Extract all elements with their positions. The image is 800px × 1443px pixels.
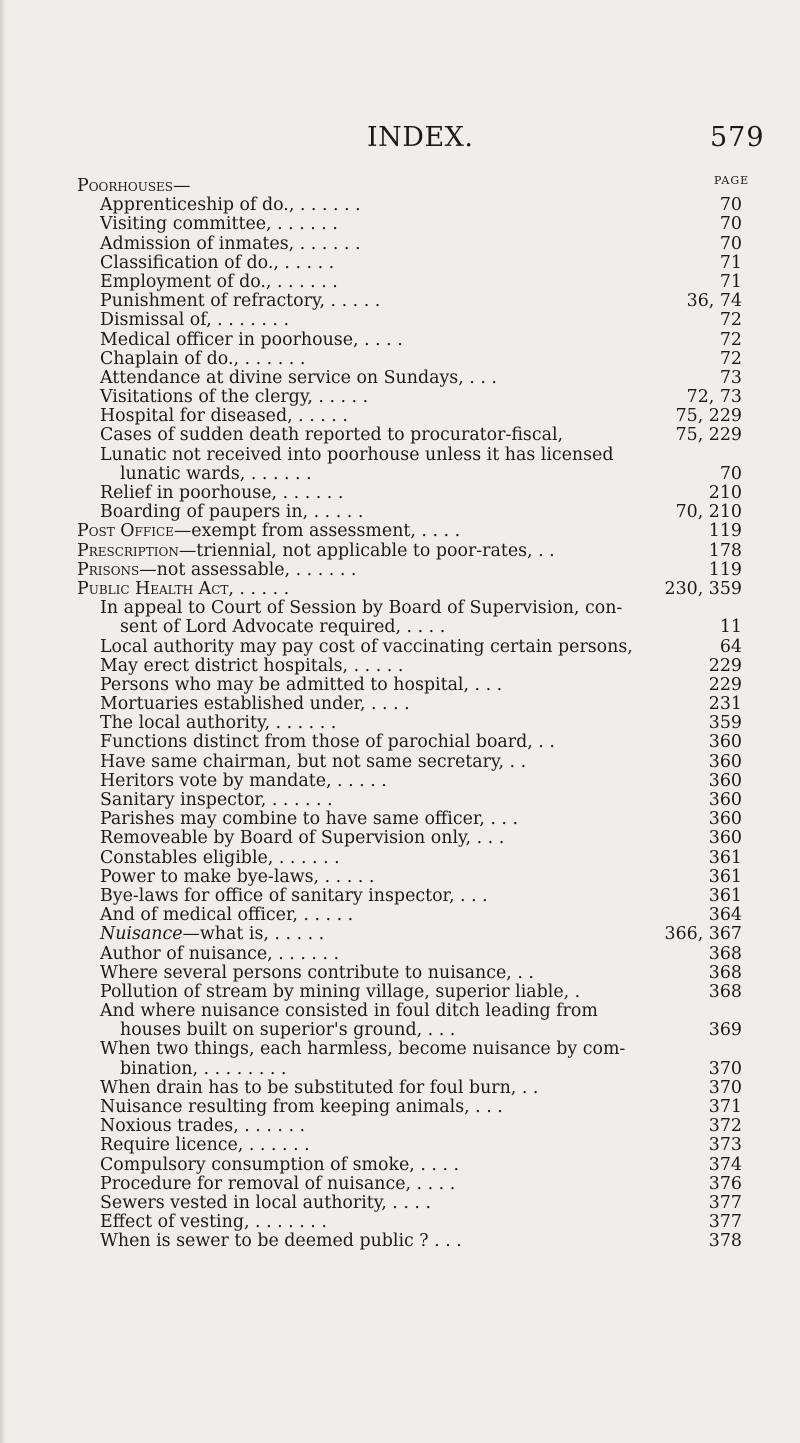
index-entry <box>0 964 800 983</box>
index-entry <box>0 1002 800 1021</box>
index-entry-text <box>100 695 410 714</box>
index-entry-page: 70 <box>719 214 742 235</box>
index-entry-text <box>100 311 289 330</box>
index-entry-text <box>100 887 488 906</box>
index-entry-page: 210 <box>708 483 742 503</box>
index-entry-label: May erect district hospitals, . . . . . <box>100 655 404 676</box>
index-entry-label: —not assessable, . . . . . . <box>139 559 357 580</box>
index-entry-text <box>120 1060 286 1079</box>
index-entry-text <box>100 196 361 215</box>
index-entry <box>0 1175 800 1194</box>
index-entry-text <box>100 369 497 388</box>
index-entry <box>0 1194 800 1213</box>
index-entry <box>0 1213 800 1232</box>
index-entry-label: And of medical officer, . . . . . <box>100 905 354 926</box>
index-entry <box>0 810 800 829</box>
index-entry-text <box>77 580 289 599</box>
index-entry <box>0 273 800 292</box>
index-entry <box>0 426 800 445</box>
index-entry-label: Constables eligible, . . . . . . <box>100 847 340 868</box>
index-entry-page: 229 <box>708 674 742 695</box>
index-entry-page: 72 <box>719 348 742 369</box>
index-entry-heading: Prisons <box>77 559 140 580</box>
index-entry-label: Require licence, . . . . . . <box>100 1135 310 1156</box>
index-entry <box>0 829 800 848</box>
index-entry-label: Relief in poorhouse, . . . . . . <box>100 483 344 503</box>
index-entry-page: 72, 73 <box>686 387 742 408</box>
index-entry-page: 360 <box>708 770 742 791</box>
index-entry-label: Pollution of stream by mining village, superior liable, . <box>100 981 581 1002</box>
index-entry-page: 119 <box>708 521 742 542</box>
index-entry-label: Classification of do., . . . . . <box>100 252 335 273</box>
index-entry-label: Noxious trades, . . . . . . <box>100 1116 306 1137</box>
index-entry-text <box>100 753 526 772</box>
index-entry <box>0 331 800 350</box>
index-entry-label: Boarding of paupers in, . . . . . <box>100 502 364 523</box>
index-entry-heading: Nuisance <box>100 924 183 945</box>
index-entry-label: Procedure for removal of nuisance, . . . . <box>100 1173 456 1194</box>
index-entry-text <box>100 638 633 657</box>
index-entry-text <box>100 254 334 273</box>
index-entry-page: 368 <box>708 981 742 1002</box>
index-entry-label: —exempt from assessment, . . . . <box>173 521 461 542</box>
index-entry-page: 70 <box>719 463 742 484</box>
index-entry-text <box>100 426 563 445</box>
index-entry-text <box>100 446 613 465</box>
index-entry-text <box>100 657 403 676</box>
index-entry-label: In appeal to Court of Session by Board of Supervision, con- <box>100 598 623 619</box>
index-entry <box>0 849 800 868</box>
index-entry <box>0 772 800 791</box>
index-entry-page: 373 <box>708 1135 742 1156</box>
index-entry-label: When drain has to be substituted for foul burn, . . <box>100 1077 539 1098</box>
index-entry-text <box>100 503 363 522</box>
index-entry <box>0 1098 800 1117</box>
index-entry-text <box>100 407 348 426</box>
index-entry-label: Hospital for diseased, . . . . . <box>100 406 348 427</box>
index-entry-text <box>100 292 380 311</box>
index-entry-text <box>77 177 190 196</box>
index-entry-page: 376 <box>708 1173 742 1194</box>
index-entry-page: 229 <box>708 655 742 676</box>
index-entry-page: 369 <box>708 1020 742 1041</box>
index-entry-label: bination, . . . . . . . . <box>120 1058 287 1079</box>
index-entry <box>0 983 800 1002</box>
index-entry-label: Lunatic not received into poorhouse unless it has licensed <box>100 444 614 465</box>
index-entry <box>0 503 800 522</box>
index-entry <box>0 1021 800 1040</box>
index-entry-page: 75, 229 <box>675 425 742 446</box>
index-entry-label: Have same chairman, but not same secretary, . . <box>100 751 527 772</box>
index-entry-page: 64 <box>719 636 742 657</box>
index-entry-text <box>100 714 336 733</box>
index-entry-label: Employment of do., . . . . . . <box>100 271 338 292</box>
index-entry <box>0 484 800 503</box>
page-number: 579 <box>710 122 765 153</box>
index-entry <box>0 465 800 484</box>
index-entry-page: 70 <box>719 233 742 254</box>
index-entry <box>0 1232 800 1251</box>
index-entries <box>0 177 800 1252</box>
index-entry <box>0 446 800 465</box>
index-entry-text <box>100 1136 310 1155</box>
index-entry <box>0 1136 800 1155</box>
index-entry <box>0 618 800 637</box>
index-entry-text <box>100 983 580 1002</box>
index-entry <box>0 350 800 369</box>
index-entry-text <box>100 215 338 234</box>
index-entry-text <box>100 849 340 868</box>
index-entry-page: 361 <box>708 866 742 887</box>
index-entry <box>0 638 800 657</box>
index-entry-heading: Public Health Act <box>77 578 229 599</box>
index-entry-text <box>100 1175 455 1194</box>
index-entry-label: And where nuisance consisted in foul ditch leading from <box>100 1001 598 1022</box>
index-entry-label: —triennial, not applicable to poor-rates, . . <box>178 540 555 561</box>
page-column-heading: PAGE <box>714 174 750 187</box>
index-entry-page: 70, 210 <box>675 502 742 523</box>
index-entry-text <box>100 1079 538 1098</box>
index-entry-label: Author of nuisance, . . . . . . <box>100 943 340 964</box>
index-entry <box>0 522 800 541</box>
index-entry-label: Apprenticeship of do., . . . . . . <box>100 195 361 216</box>
index-entry-label: Parishes may combine to have same officer, . . . <box>100 809 518 830</box>
index-entry <box>0 791 800 810</box>
index-entry <box>0 1040 800 1059</box>
index-entry-label: Nuisance resulting from keeping animals, . . . <box>100 1097 503 1117</box>
index-entry-page: 377 <box>708 1192 742 1213</box>
index-entry-text <box>100 945 339 964</box>
index-entry-text <box>100 676 502 695</box>
index-entry-label: Visiting committee, . . . . . . <box>100 214 338 235</box>
index-entry-label: Sewers vested in local authority, . . . . <box>100 1192 432 1213</box>
index-entry-page: 360 <box>708 751 742 772</box>
index-entry-label: Sanitary inspector, . . . . . . <box>100 790 333 810</box>
index-entry-text <box>100 1232 462 1251</box>
index-entry <box>0 887 800 906</box>
index-entry-label: Heritors vote by mandate, . . . . . <box>100 770 387 791</box>
index-entry-label: The local authority, . . . . . . <box>100 713 337 734</box>
index-entry <box>0 1060 800 1079</box>
index-entry-text <box>100 1213 327 1232</box>
index-entry-page: 377 <box>708 1212 742 1233</box>
index-entry-page: 361 <box>708 847 742 868</box>
index-entry-page: 368 <box>708 943 742 964</box>
index-entry-page: 368 <box>708 962 742 983</box>
index-entry <box>0 407 800 426</box>
index-entry-label: Bye-laws for office of sanitary inspector, . . . <box>100 885 488 906</box>
index-entry-label: Removeable by Board of Supervision only, . . . <box>100 828 505 849</box>
index-entry-label: Admission of inmates, . . . . . . <box>100 233 361 254</box>
index-entry <box>0 753 800 772</box>
index-entry-page: 230, 359 <box>664 578 742 599</box>
index-entry-text <box>100 273 338 292</box>
index-entry-page: 71 <box>719 271 742 292</box>
index-entry <box>0 561 800 580</box>
index-entry-label: Effect of vesting, . . . . . . . <box>100 1212 327 1233</box>
index-entry-text <box>100 1040 625 1059</box>
index-entry-page: 72 <box>719 310 742 331</box>
index-entry <box>0 292 800 311</box>
index-entry-page: 178 <box>708 540 742 561</box>
index-entry-text <box>100 868 374 887</box>
index-entry <box>0 542 800 561</box>
index-entry-label: sent of Lord Advocate required, . . . . <box>120 617 446 638</box>
index-entry-page: 71 <box>719 252 742 273</box>
index-entry <box>0 676 800 695</box>
index-entry-page: 70 <box>719 195 742 216</box>
index-entry-page: 11 <box>719 617 742 638</box>
index-entry-page: 75, 229 <box>675 406 742 427</box>
index-entry-page: 366, 367 <box>664 924 742 945</box>
index-entry <box>0 906 800 925</box>
index-entry-page: 72 <box>719 329 742 350</box>
index-entry-page: 361 <box>708 885 742 906</box>
index-entry <box>0 311 800 330</box>
index-entry-label: Attendance at divine service on Sundays, . . . <box>100 367 497 388</box>
index-entry-page: 364 <box>708 905 742 926</box>
index-entry-page: 360 <box>708 790 742 810</box>
index-entry-label: When two things, each harmless, become nuisance by com- <box>100 1039 626 1060</box>
index-entry-page: 359 <box>708 713 742 734</box>
index-entry <box>0 388 800 407</box>
page-title: INDEX. <box>367 122 474 153</box>
index-entry-label: , . . . . . <box>228 578 290 599</box>
index-entry-text <box>77 561 356 580</box>
index-entry-heading: Prescription <box>77 540 179 561</box>
index-entry <box>0 657 800 676</box>
index-entry-text <box>100 1117 305 1136</box>
index-entry-text <box>100 388 368 407</box>
index-entry <box>0 868 800 887</box>
index-entry <box>0 733 800 752</box>
index-entry-page: 374 <box>708 1154 742 1175</box>
index-entry <box>0 254 800 273</box>
index-entry-page: 372 <box>708 1116 742 1137</box>
index-entry-label: Where several persons contribute to nuisance, . . <box>100 962 534 983</box>
index-entry-text <box>100 1156 459 1175</box>
index-entry-page: 119 <box>708 559 742 580</box>
index-entry <box>0 177 800 196</box>
index-entry-text <box>100 1098 503 1117</box>
index-entry-text <box>100 733 555 752</box>
index-entry <box>0 580 800 599</box>
index-entry-label: Mortuaries established under, . . . . <box>100 694 410 715</box>
index-entry-page: 371 <box>708 1097 742 1117</box>
index-entry <box>0 215 800 234</box>
index-entry-text <box>100 484 343 503</box>
index-entry-label: —what is, . . . . . <box>182 924 325 945</box>
index-entry <box>0 945 800 964</box>
index-entry-text <box>100 925 324 944</box>
index-entry-label: Compulsory consumption of smoke, . . . . <box>100 1154 460 1175</box>
index-entry-text <box>120 1021 455 1040</box>
index-entry-label: Functions distinct from those of parochial board, . . <box>100 732 555 753</box>
index-entry <box>0 714 800 733</box>
index-entry-text <box>100 235 360 254</box>
index-entry-text <box>100 829 504 848</box>
page-header <box>0 122 800 162</box>
index-entry-text <box>100 331 403 350</box>
index-entry-label: Power to make bye-laws, . . . . . <box>100 866 375 887</box>
index-entry-page: 378 <box>708 1231 742 1252</box>
index-entry <box>0 369 800 388</box>
index-entry <box>0 1156 800 1175</box>
index-entry-page: 360 <box>708 732 742 753</box>
index-entry-label: Dismissal of, . . . . . . . <box>100 310 289 331</box>
index-entry <box>0 1079 800 1098</box>
index-entry-text <box>120 465 312 484</box>
index-entry-text <box>100 599 622 618</box>
index-entry-page: 360 <box>708 809 742 830</box>
index-entry <box>0 1117 800 1136</box>
index-entry-page: 370 <box>708 1058 742 1079</box>
index-entry-heading: Post Office <box>77 521 174 542</box>
index-entry-text <box>100 810 518 829</box>
index-entry-label: Local authority may pay cost of vaccinating certain persons, <box>100 636 633 657</box>
index-entry-heading: Poorhouses— <box>77 176 191 196</box>
index-entry-page: 73 <box>719 367 742 388</box>
index-entry-label: Cases of sudden death reported to procurator-fiscal, <box>100 425 564 446</box>
index-entry-text <box>120 618 445 637</box>
index-entry-text <box>100 791 333 810</box>
index-entry-page: 360 <box>708 828 742 849</box>
index-entry-label: Visitations of the clergy, . . . . . <box>100 387 369 408</box>
index-entry-label: lunatic wards, . . . . . . <box>120 463 312 484</box>
index-entry-text <box>100 1002 598 1021</box>
index-entry-label: Punishment of refractory, . . . . . <box>100 291 381 312</box>
index-entry-text <box>77 522 460 541</box>
index-entry-label: Medical officer in poorhouse, . . . . <box>100 329 403 350</box>
index-entry-label: When is sewer to be deemed public ? . . . <box>100 1231 462 1252</box>
index-entry <box>0 599 800 618</box>
index-entry-text <box>100 906 353 925</box>
index-entry-label: Chaplain of do., . . . . . . <box>100 348 306 369</box>
index-entry-page: 231 <box>708 694 742 715</box>
index-entry-text <box>100 964 534 983</box>
index-entry-text <box>100 1194 431 1213</box>
index-entry-page: 36, 74 <box>686 291 742 312</box>
index-entry-label: Persons who may be admitted to hospital, . . . <box>100 674 503 695</box>
index-entry <box>0 235 800 254</box>
index-entry-text <box>100 772 387 791</box>
index-entry-page: 370 <box>708 1077 742 1098</box>
index-entry <box>0 925 800 944</box>
index-entry <box>0 695 800 714</box>
index-entry-label: houses built on superior's ground, . . . <box>120 1020 456 1041</box>
index-entry <box>0 196 800 215</box>
index-entry-text <box>100 350 305 369</box>
index-entry-text <box>77 542 555 561</box>
